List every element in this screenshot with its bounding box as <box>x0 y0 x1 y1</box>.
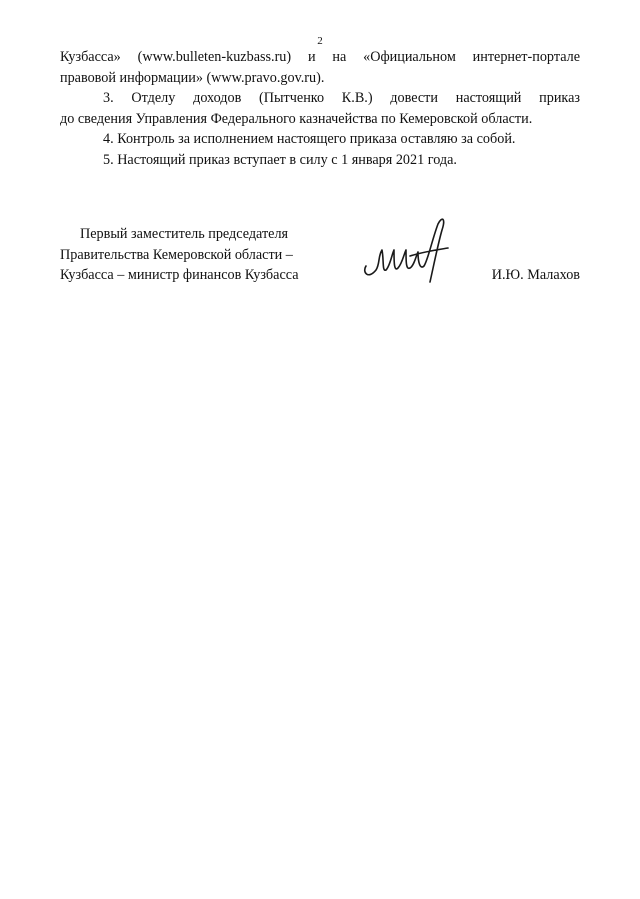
signer-title-line: Правительства Кемеровской области – <box>60 246 293 263</box>
text-line: 3. Отделу доходов (Пытченко К.В.) довести настоящий приказ <box>103 90 580 106</box>
page-number: 2 <box>317 35 323 47</box>
paragraph-item-3 <box>60 88 580 109</box>
signer-title <box>60 224 330 286</box>
signer-name: И.Ю. Малахов <box>491 267 580 283</box>
text-line: до сведения Управления Федерального казначейства по Кемеровской области. <box>60 110 533 127</box>
text-line: Кузбасса» (www.bulleten-kuzbass.ru) и на «Официальном интернет-портале <box>60 49 580 65</box>
paragraph-continuation <box>60 47 580 88</box>
document-body <box>60 47 580 170</box>
handwritten-signature <box>360 210 452 288</box>
paragraph-item-3-continuation <box>60 109 580 130</box>
paragraph-item-5: 5. Настоящий приказ вступает в силу с 1 января 2021 года. <box>103 151 457 168</box>
signature-block <box>60 224 580 304</box>
signer-title-line: Первый заместитель председателя <box>80 226 289 242</box>
signer-title-line: Кузбасса – министр финансов Кузбасса <box>60 267 299 283</box>
text-line: правовой информации» (www.pravo.gov.ru). <box>60 69 325 86</box>
paragraph-item-4: 4. Контроль за исполнением настоящего приказа оставляю за собой. <box>103 131 516 147</box>
